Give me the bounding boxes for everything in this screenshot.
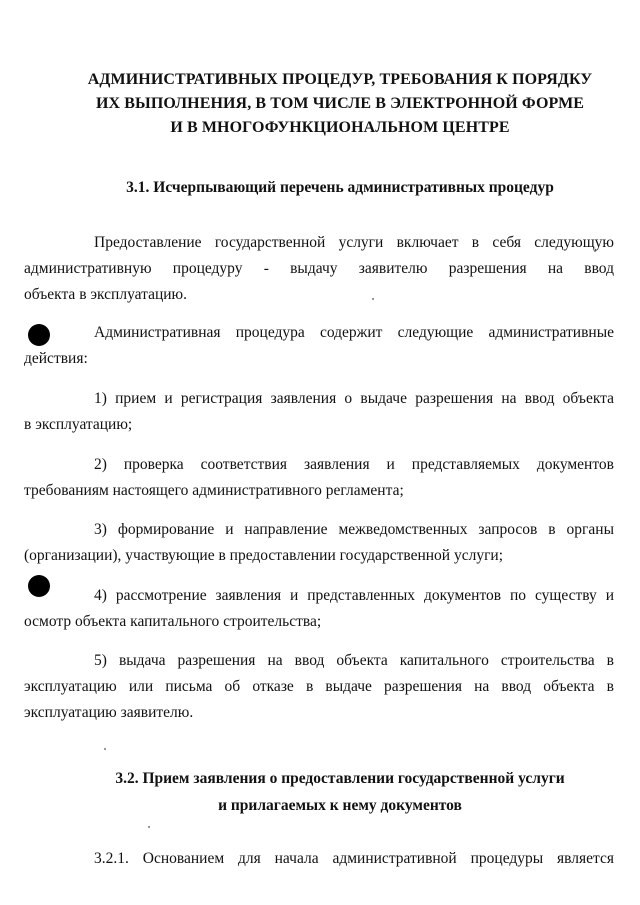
scan-speck — [148, 826, 150, 828]
paragraph-line: осмотр объекта капитального строительства; — [24, 613, 322, 630]
paragraph-line: 3) формирование и направление межведомственных запросов в органы — [94, 521, 614, 538]
paragraph-line: эксплуатацию заявителю. — [24, 704, 194, 721]
section-heading-line: 3.1. Исчерпывающий перечень административных процедур — [126, 179, 554, 196]
paragraph-line: (организации), участвующие в предоставлении государственной услуги; — [24, 547, 504, 564]
list-item — [24, 648, 614, 726]
list-item — [24, 452, 614, 504]
section-heading-3-1 — [80, 176, 600, 200]
paragraph-line: 4) рассмотрение заявления и представленных документов по существу и — [94, 587, 614, 604]
document-title — [80, 68, 600, 140]
list-item — [24, 583, 614, 635]
title-line: И В МНОГОФУНКЦИОНАЛЬНОМ ЦЕНТРЕ — [170, 119, 510, 136]
paragraph-line: Предоставление государственной услуги включает в себя следующую — [94, 234, 614, 251]
scan-speck — [104, 748, 106, 750]
paragraph-line: требованиям настоящего административного регламента; — [24, 482, 404, 499]
paragraph-line: 3.2.1. Основанием для начала административной процедуры является — [94, 850, 614, 867]
punch-hole — [28, 575, 50, 597]
section-heading-3-2 — [80, 765, 600, 819]
paragraph — [24, 230, 614, 308]
paragraph-line: действия: — [24, 350, 88, 367]
punch-hole — [28, 324, 50, 346]
title-line: ИХ ВЫПОЛНЕНИЯ, В ТОМ ЧИСЛЕ В ЭЛЕКТРОННОЙ ФОРМЕ — [95, 95, 585, 112]
paragraph-line: в эксплуатацию; — [24, 416, 133, 433]
paragraph-line: 5) выдача разрешения на ввод объекта капитального строительства в — [94, 652, 614, 669]
section-heading-line: 3.2. Прием заявления о предоставлении государственной услуги — [115, 770, 565, 787]
paragraph-line: Административная процедура содержит следующие административные — [94, 324, 614, 341]
list-item — [24, 517, 614, 569]
title-line: АДМИНИСТРАТИВНЫХ ПРОЦЕДУР, ТРЕБОВАНИЯ К ПОРЯДКУ — [87, 71, 593, 88]
paragraph-line: объекта в эксплуатацию. — [24, 286, 187, 303]
paragraph-line: эксплуатацию или письма об отказе в выдаче разрешения на ввод объекта в — [24, 678, 614, 695]
paragraph-line: 2) проверка соответствия заявления и представляемых документов — [94, 456, 614, 473]
list-item — [24, 386, 614, 438]
paragraph-line: 1) прием и регистрация заявления о выдаче разрешения на ввод объекта — [94, 390, 614, 407]
paragraph — [94, 846, 614, 872]
section-heading-line: и прилагаемых к нему документов — [218, 797, 462, 814]
paragraph-line: административную процедуру - выдачу заявителю разрешения на ввод — [24, 260, 614, 277]
paragraph — [24, 320, 614, 372]
